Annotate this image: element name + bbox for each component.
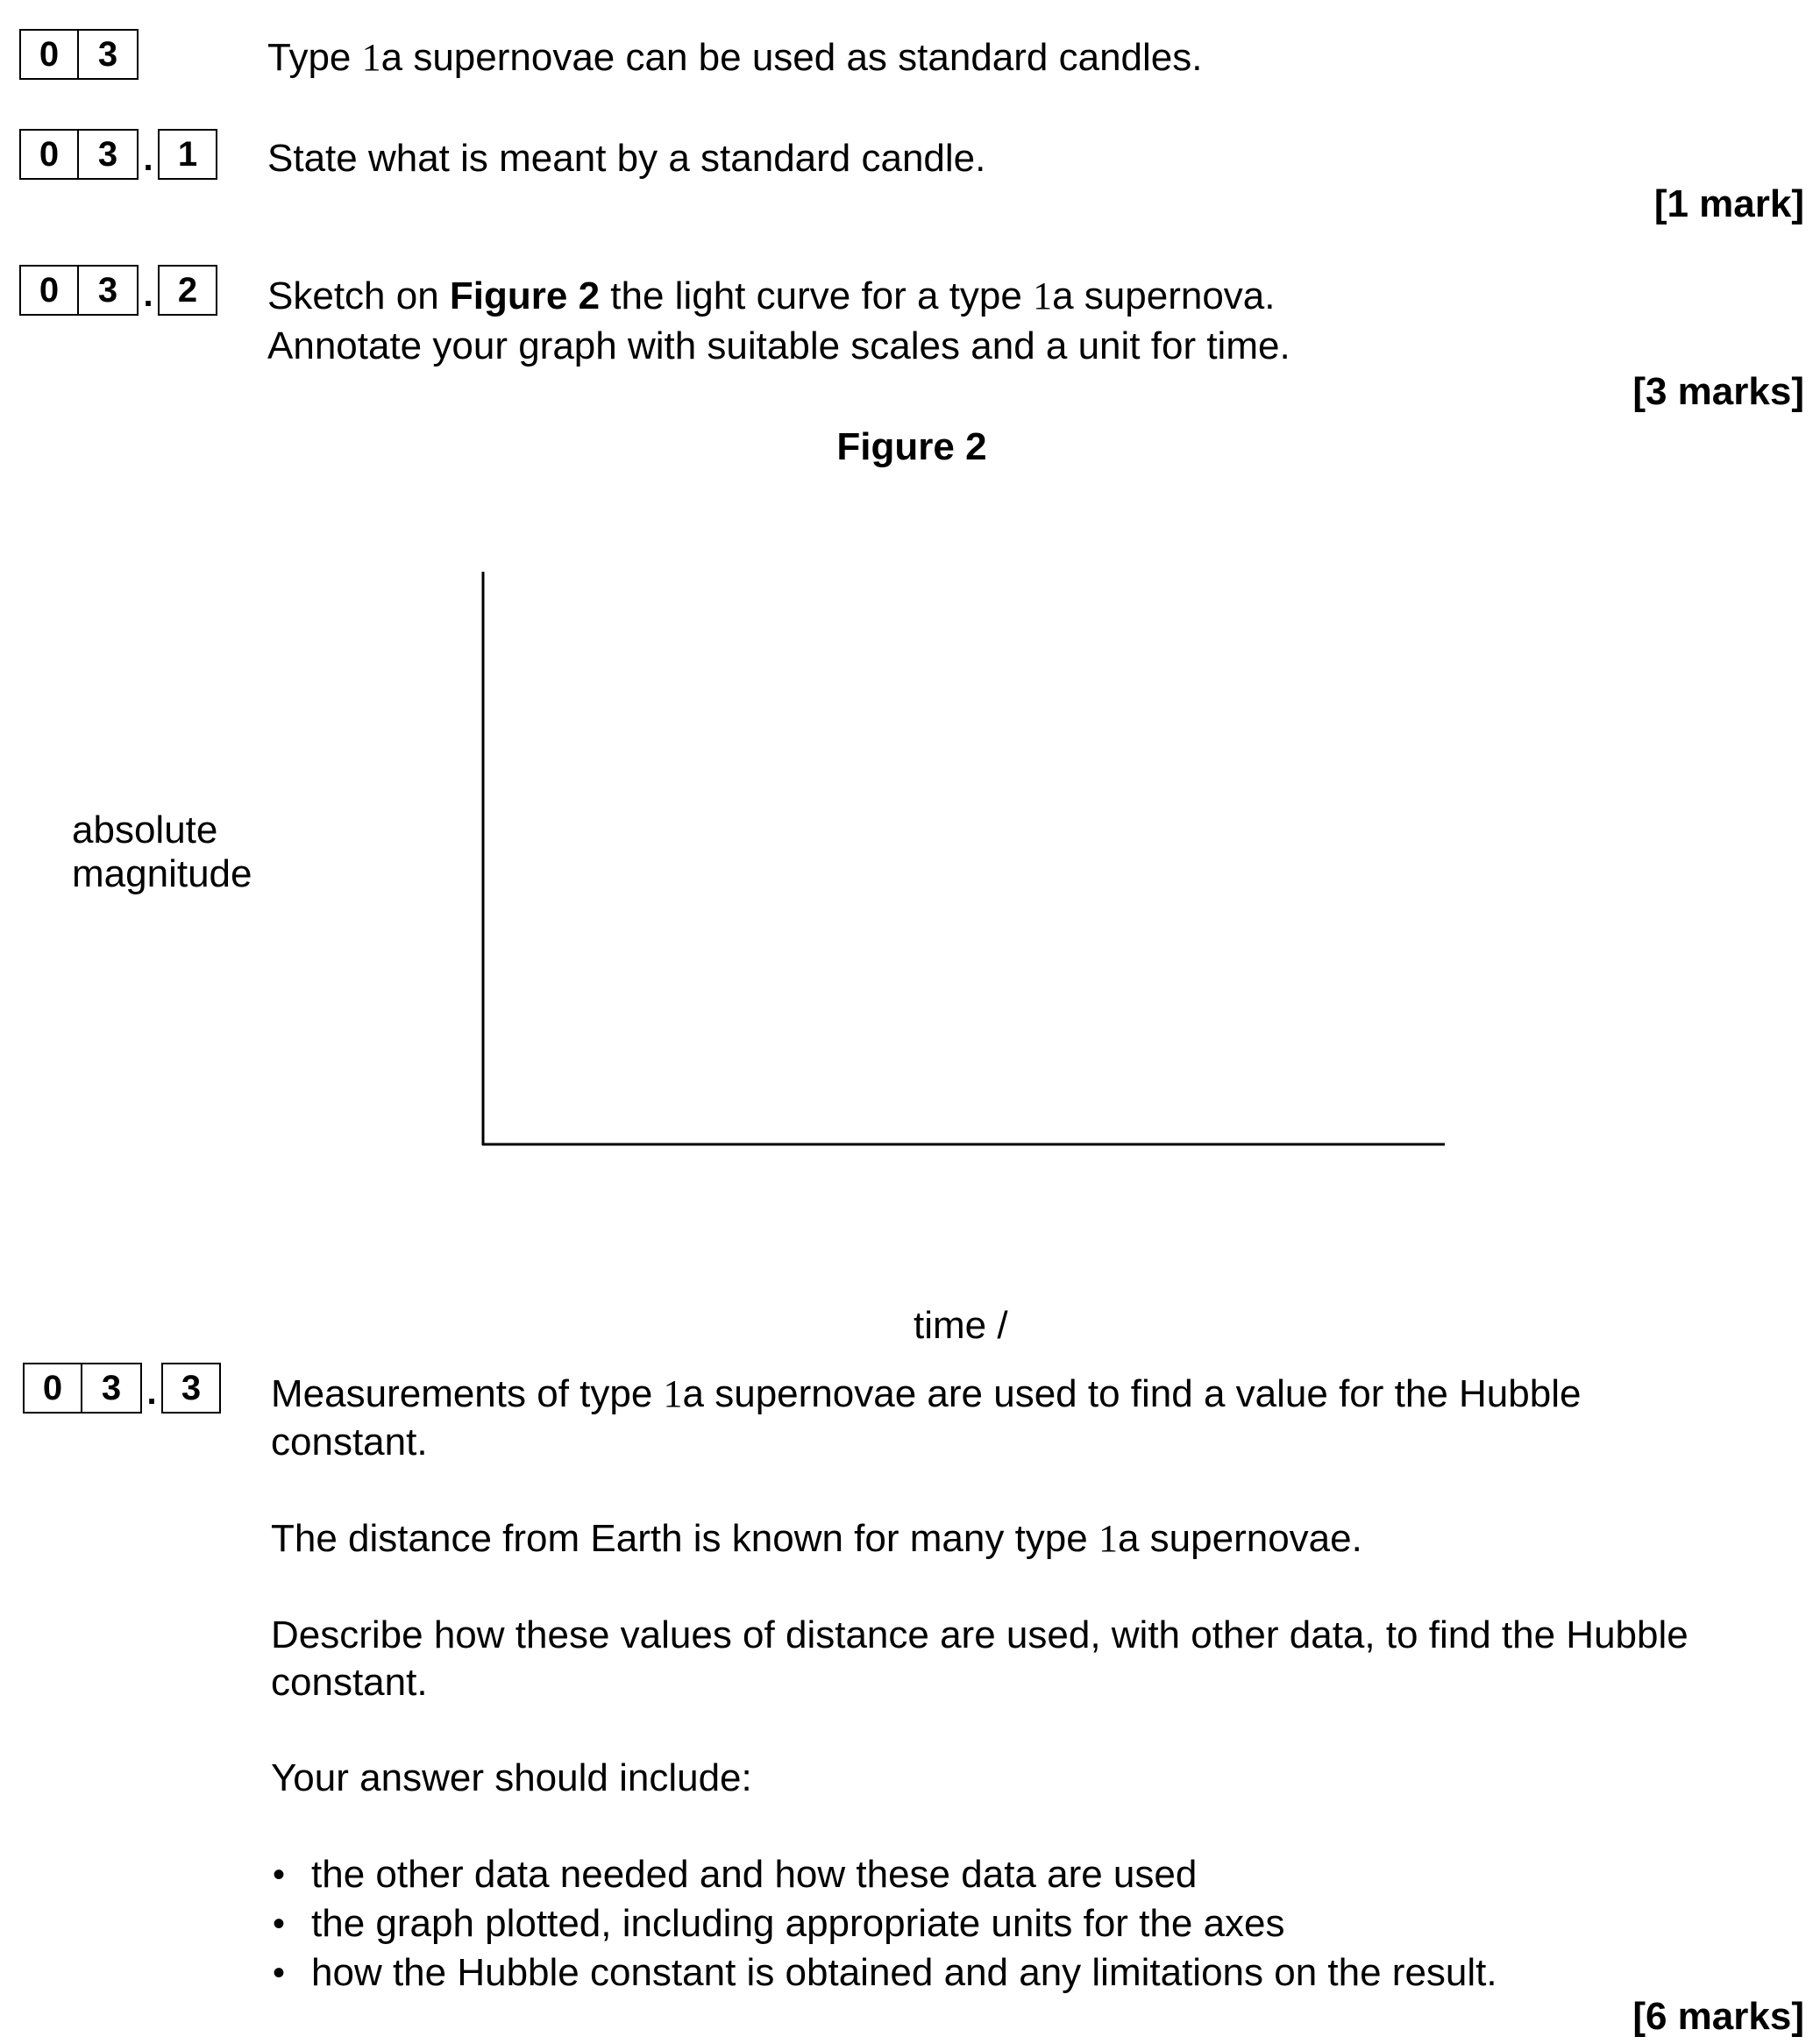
list-item: • the graph plotted, including appropriate units for the axes [271,1899,1497,1948]
question-digit: 0 [23,1363,82,1414]
question-digit: 0 [19,265,79,316]
question-digit: 0 [19,29,79,80]
x-axis-label: time / [914,1304,1008,1347]
q03-3-p2: The distance from Earth is known for many type 1a supernovae. [271,1517,1362,1560]
q03-3-p4: Your answer should include: [271,1756,752,1799]
q03-3-p1-line1: Measurements of type 1a supernovae are used to find a value for the Hubble [271,1372,1582,1415]
q03-3-p1-line2: constant. [271,1421,428,1464]
question-digit: 3 [79,29,139,80]
question-digit: 3 [79,129,139,180]
question-number-03-3 [23,1363,221,1414]
list-item: • the other data needed and how these data are used [271,1850,1497,1899]
list-item: • how the Hubble constant is obtained and any limitations on the result. [271,1948,1497,1998]
q03-1-marks: [1 mark] [1653,182,1804,225]
y-axis-label: absolute magnitude [72,808,252,895]
question-part: 1 [158,129,217,180]
question-part: 3 [161,1363,221,1414]
question-digit: 3 [79,265,139,316]
question-dot: . [143,139,153,178]
question-digit: 3 [82,1363,142,1414]
q03-2-line2: Annotate your graph with suitable scales and a unit for time. [267,324,1290,367]
q03-3-p3-line1: Describe how these values of distance are used, with other data, to find the Hubble [271,1613,1689,1656]
q03-2-marks: [3 marks] [1632,370,1804,413]
question-dot: . [143,275,153,314]
figure-title: Figure 2 [836,425,987,468]
q03-3-marks: [6 marks] [1632,1995,1804,2038]
q03-3-bullet-list [271,1850,1497,1998]
q03-1-text: State what is meant by a standard candle. [267,137,986,180]
q03-3-p3-line2: constant. [271,1661,428,1704]
question-part: 2 [158,265,217,316]
q03-stem: Type 1a supernovae can be used as standard candles. [267,36,1203,79]
q03-2-line1: Sketch on Figure 2 the light curve for a type 1a supernova. [267,274,1276,317]
question-dot: . [146,1373,157,1412]
question-digit: 0 [19,129,79,180]
